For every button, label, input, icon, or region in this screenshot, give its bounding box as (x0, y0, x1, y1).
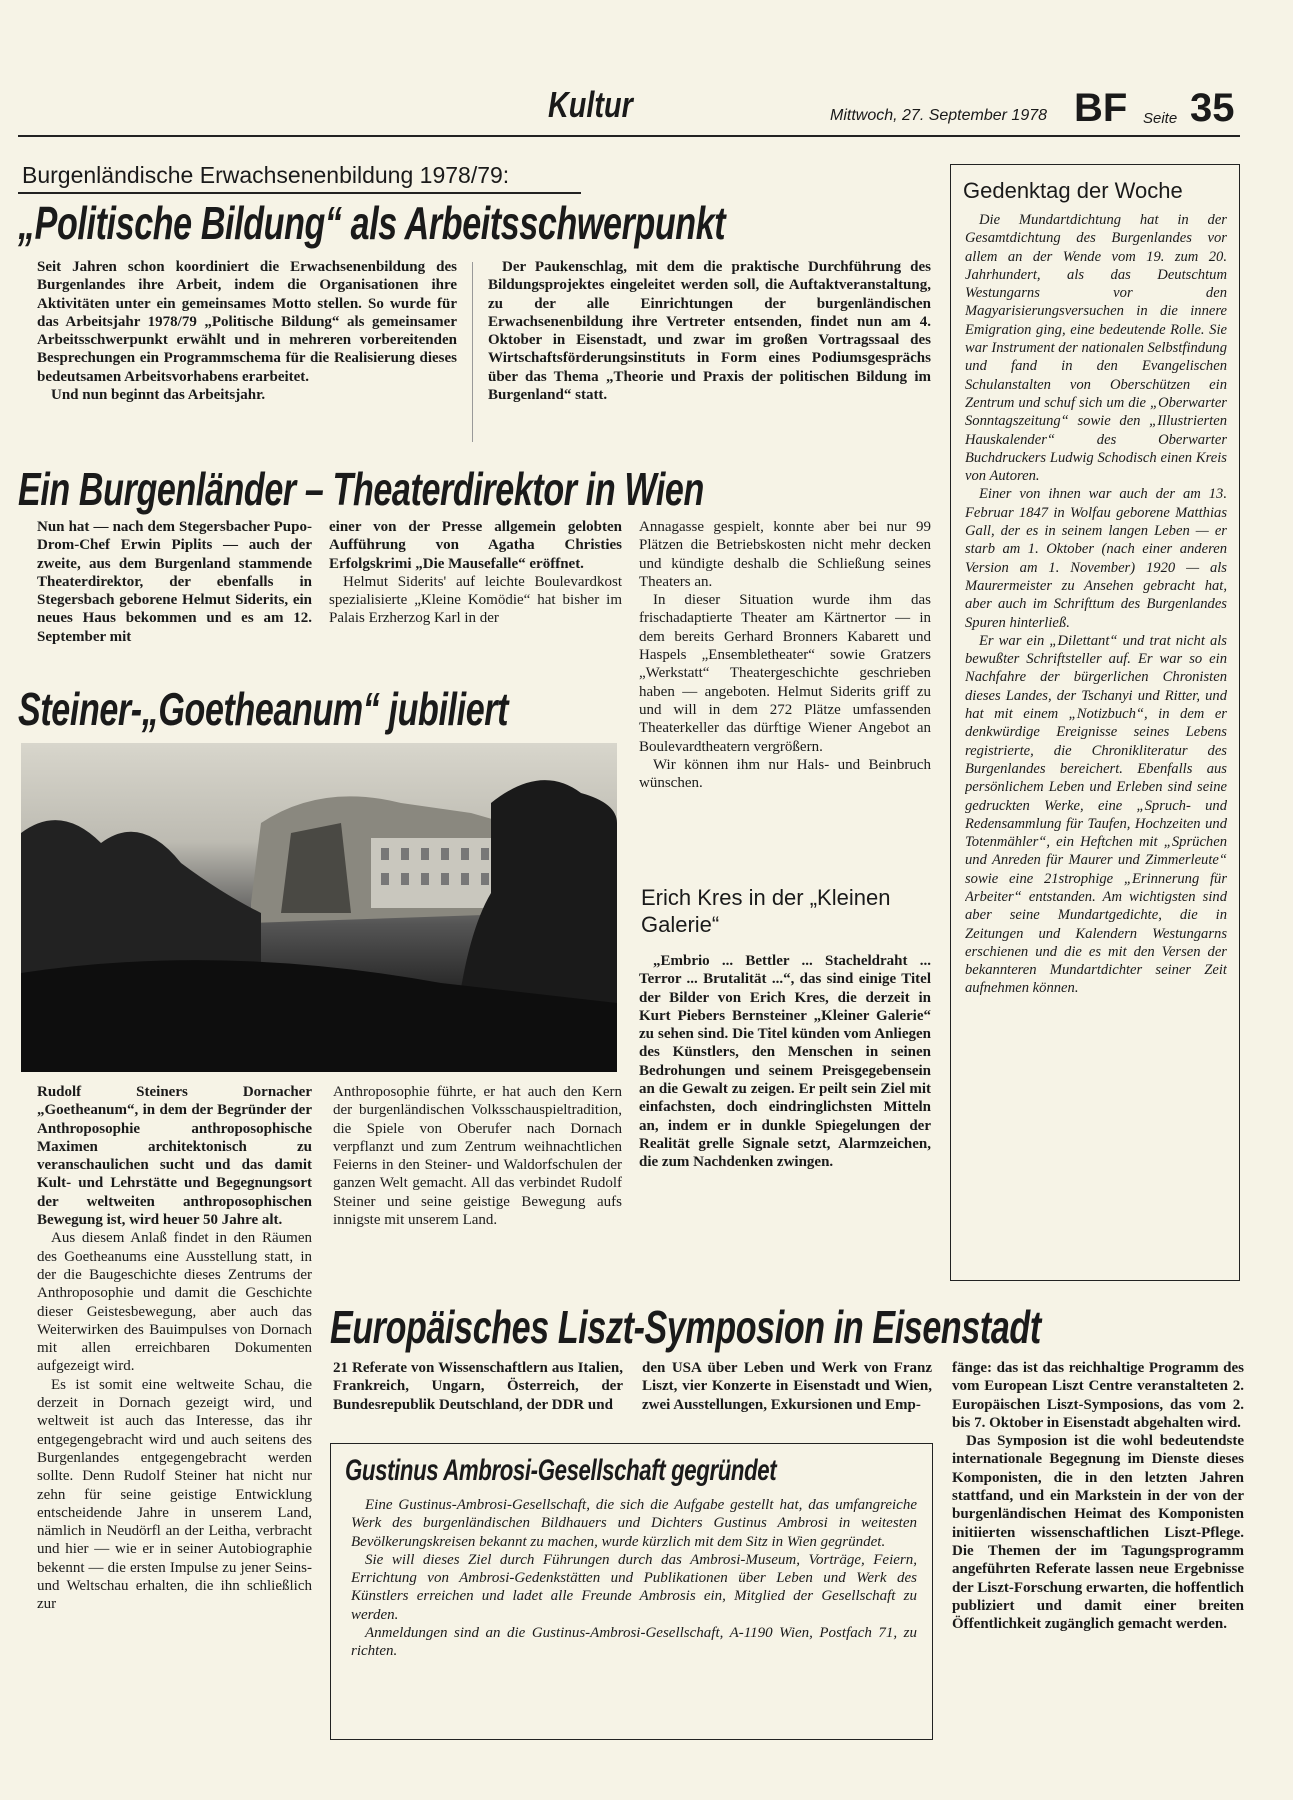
header-rule (18, 135, 1240, 137)
article-column (37, 518, 312, 668)
paragraph: den USA über Leben und Werk von Franz Liszt, vier Konzerte in Eisenstadt und Wien, zwei Ausstellungen, Exkursionen und Emp- (642, 1360, 932, 1413)
paragraph: Anmeldungen sind an die Gustinus-Ambrosi-Gesellschaft, A-1190 Wien, Postfach 71, zu richten. (351, 1625, 917, 1660)
paragraph: Rudolf Steiners Dornacher „Goetheanum“, in dem der Begründer der Anthroposophie anthroposophische Maximen architektonisch zu veranschaulichen sucht und das damit Kult- und Lehrstätte und Begegnungsort der weltweiten anthroposophischen Bewegung ist, wird heuer 50 Jahre alt. (37, 1084, 312, 1229)
kicker-rule (18, 192, 581, 194)
newspaper-logo: BF (1074, 86, 1128, 130)
article-kicker: Burgenländische Erwachsenenbildung 1978/79: (22, 162, 510, 188)
paragraph: Nun hat — nach dem Stegersbacher Pupo-Drom-Chef Erwin Piplits — auch der zweite, aus dem Burgenland stammende Theaterdirektor, der ebenfalls in Stegersbach geborene Helmut Siderits, ein neues Haus bekommen und es am 12. September mit (37, 519, 312, 645)
article-column (329, 518, 622, 668)
headline-goetheanum: Steiner-„Goetheanum“ jubiliert (18, 683, 509, 735)
sidebar-text (965, 211, 1227, 1271)
paragraph: Und nun beginnt das Arbeitsjahr. (51, 387, 266, 404)
paragraph: einer von der Presse allgemein gelobten Aufführung von Agatha Christies Erfolgskrimi „Die Mausefalle“ eröffnet. (329, 519, 622, 572)
ambrosi-box (330, 1443, 933, 1740)
paragraph: Wir können ihm nur Hals- und Beinbruch wünschen. (639, 756, 931, 792)
sidebar-box (950, 164, 1240, 1281)
paragraph: Es ist somit eine weltweite Schau, die derzeit in Dornach gezeigt wird, und weltweit ist auch das Interesse, das ihr entgegengebracht wird und auch seitens des Burgenlandes entgegengebracht werden sollte. Denn Rudolf Steiner hat nicht nur zehn für seine geistige Entwicklung entscheidende Jahre in unserem Land, nämlich in Neudörfl an der Leitha, verbracht und hier — wie er in seiner Autobiographie bekennt — die ersten Impulse zu jener Seins- und Weltschau erhalten, die ihn schließlich zur (37, 1376, 312, 1613)
article-column (639, 952, 931, 1262)
goetheanum-photo (21, 743, 617, 1072)
paragraph: Eine Gustinus-Ambrosi-Gesellschaft, die sich die Aufgabe gestellt hat, das umfangreiche Werk des burgenländischen Bildhauers und Dichters Gustinus Ambrosi in weitesten Bevölkerungskreisen bekannt zu machen, wurde kürzlich mit dem Sitz in Wien gegründet. (351, 1497, 917, 1550)
paragraph: fänge: das ist das reichhaltige Programm des vom European Liszt Centre veranstalteten 2. Europäischen Liszt-Symposions, das vom 2. bis 7. Oktober in Eisenstadt abgehalten wird. (952, 1360, 1244, 1431)
column-divider (472, 262, 473, 442)
headline-theaterdirektor: Ein Burgenländer – Theaterdirektor in Wien (18, 463, 704, 515)
paragraph: Seit Jahren schon koordiniert die Erwachsenenbildung des Burgenlandes ihre Arbeit, indem die Organisationen ihre Aktivitäten unter ein gemeinsames Motto stellen. So wurde für das Arbeitsjahr 1978/79 „Politische Bildung“ als gemeinsamer Arbeitsschwerpunkt erwählt und in mehreren vorbereitenden Besprechungen ein Programmschema für die Realisierung dieses bedeutsamen Arbeitsvorhabens erarbeitet. (37, 259, 457, 385)
headline-liszt-symposion: Europäisches Liszt-Symposion in Eisenstadt (330, 1301, 1041, 1353)
paragraph: Er war ein „Dilettant“ und trat nicht als bewußter Schriftsteller auf. Er war so ein Nachfahre der bürgerlichen Chronisten dieses Landes, der Tschanyi und Ritter, und hat mit einem „Notizbuch“, in dem er denkwürdige Ereignisse seines Lebens registrierte, die Chronikliteratur des Burgenlandes bereichert. Ebenfalls aus persönlichem Leben und Erleben sind seine gedruckten Werke, eine „Spruch- und Redensammlung für Taufen, Hochzeiten und Totenmähler“, ein Heftchen mit „Sprüchen und Anreden für Maurer und Zimmerleute“ sowie eine 21strophige „Erinnerung für Arbeiter“ entstanden. Am wichtigsten sind aber seine Mundartgedichte, die in Zeitungen und Kalendern Westungarns erschienen und die es mit den Versen der bekannteren Mundartdichter seiner Zeit aufnehmen können. (965, 632, 1227, 997)
section-title: Kultur (548, 84, 633, 125)
paragraph: Das Symposion ist die wohl bedeutendste internationale Begegnung im Dienste dieses Komponisten, die in den letzten Jahren stattfand, und ein Markstein in der von der burgenländischen Heimat des Komponisten initiierten wissenschaftlichen Liszt-Pflege. Die Themen der im Tagungsprogramm angeführten Referate lassen neue Ergebnisse der Liszt-Forschung erwarten, die hoffentlich publiziert und damit einer breiten Öffentlichkeit zugänglich gemacht werden. (952, 1433, 1244, 1633)
issue-date: Mittwoch, 27. September 1978 (830, 107, 1048, 124)
paragraph: Der Paukenschlag, mit dem die praktische Durchführung des Bildungsprojektes eingeleitet werden soll, die Auftaktveranstaltung, zu der alle Einrichtungen der burgenländischen Erwachsenenbildung ihre Vertreter entsenden, findet nun am 4. Oktober in Eisenstadt, und zwar im großen Vortragssaal des Wirtschaftsförderungsinstituts in Form eines Podiumsgesprächs über das Thema „Theorie und Praxis der politischen Bildung im Burgenland“ statt. (488, 259, 931, 404)
article-column (37, 1083, 312, 1763)
article-column (333, 1359, 623, 1434)
page-label: Seite (1143, 110, 1178, 127)
paragraph: Einer von ihnen war auch der am 13. Februar 1847 in Wolfau geborene Matthias Gall, der es in seinem langen Leben — er starb am 1. Oktober (nach einer anderen Version am 1. November) 1920 — als Maurermeister zu Ansehen gebracht hat, aber auch im Schrifttum des Burgenlandes Spuren hinterließ. (965, 486, 1227, 631)
headline-ambrosi: Gustinus Ambrosi-Gesellschaft gegründet (345, 1454, 777, 1487)
article-column (333, 1083, 622, 1263)
article-column (639, 518, 931, 864)
article-column (37, 258, 457, 448)
paragraph: Helmut Siderits' auf leichte Boulevardkost spezialisierte „Kleine Komödie“ hat bisher im Palais Erzherzog Karl in der (329, 573, 622, 627)
article-column (952, 1359, 1244, 1749)
headline-erich-kres: Erich Kres in der „Kleinen Galerie“ (641, 885, 891, 937)
paragraph: „Embrio ... Bettler ... Stacheldraht ... Terror ... Brutalität ...“, das sind einige Titel der Bilder von Erich Kres, die derzeit in Kurt Piebers Bernsteiner „Kleiner Galerie“ zu sehen sind. Die Titel künden vom Anliegen des Künstlers, den Menschen in seinen Bedrohungen und seinem Preisgegebensein an die Gewalt zu zeigen. Er peilt sein Ziel mit einfachsten, doch eindringlichsten Mitteln an, indem er in dunkle Spiegelungen der Realität grelle Signale setzt, Alarmzeichen, die zum Nachdenken zwingen. (639, 953, 931, 1171)
paragraph: In dieser Situation wurde ihm das frischadaptierte Theater am Kärtnertor — in dem bereits Gerhard Bronners Kabarett und Haspels „Ensembletheater“ sowie Gratzers „Werkstatt“ Theatergeschichte geschrieben haben — angeboten. Helmut Siderits griff zu und will in dem 272 Plätze umfassenden Theaterkeller das dürftige Wiener Angebot an Boulevardtheatern vergrößern. (639, 592, 931, 755)
paragraph: Die Mundartdichtung hat in der Gesamtdichtung des Burgenlandes vor allem an der Wende vom 19. zum 20. Jahrhundert, als das Deutschtum Westungarns vor den Magyarisierungsversuchen in die innere Emigration ging, eine bedeutende Rolle. Sie war Instrument der nationalen Selbstfindung und fand in den Evangelischen Schulanstalten von Oberschützen ein Zentrum und schuf sich um die „Oberwarter Sonntagszeitung“ sowie den „Illustrierten Hauskalender“ des Oberwarter Buchdruckers Ludwig Schodisch einen Kreis von Autoren. (965, 212, 1227, 485)
goetheanum-building-image (21, 743, 617, 1072)
article-column (488, 258, 931, 448)
paragraph: Aus diesem Anlaß findet in den Räumen des Goetheanums eine Ausstellung statt, in der die Baugeschichte dieses Zentrums der Anthroposophie und damit die Geschichte dieser Geistesbewegung, aber auch das Weiterwirken des Bauimpulses von Dornach mit allen erreichbaren Dokumenten aufgezeigt wird. (37, 1230, 312, 1375)
page-number: 35 (1190, 86, 1235, 130)
article-column (642, 1359, 932, 1434)
headline-politische-bildung: „Politische Bildung“ als Arbeitsschwerpunkt (18, 197, 726, 249)
paragraph: 21 Referate von Wissenschaftlern aus Italien, Frankreich, Ungarn, Österreich, der Bundesrepublik Deutschland, der DDR und (333, 1360, 623, 1413)
article-column (351, 1496, 917, 1736)
paragraph: Anthroposophie führte, er hat auch den Kern der burgenländischen Volksschauspieltradition, die Spiele von Oberufer nach Dornach verpflanzt und zum Zentrum weihnachtlichen Feierns in den Steiner- und Waldorfschulen der ganzen Welt gemacht. All das verbindet Rudolf Steiner und seine geistige Bewegung aufs innigste mit unserem Land. (333, 1084, 622, 1229)
paragraph: Annagasse gespielt, konnte aber bei nur 99 Plätzen die Betriebskosten nicht mehr decken und kündigte deshalb die Schließung seines Theaters an. (639, 519, 931, 590)
sidebar-title: Gedenktag der Woche (963, 178, 1183, 203)
paragraph: Sie will dieses Ziel durch Führungen durch das Ambrosi-Museum, Vorträge, Feiern, Errichtung von Ambrosi-Gedenkstätten und Publikationen über Leben und Werk des Künstlers erreichen und ladet alle Freunde Ambrosis ein, Mitglied der Gesellschaft zu werden. (351, 1551, 917, 1623)
